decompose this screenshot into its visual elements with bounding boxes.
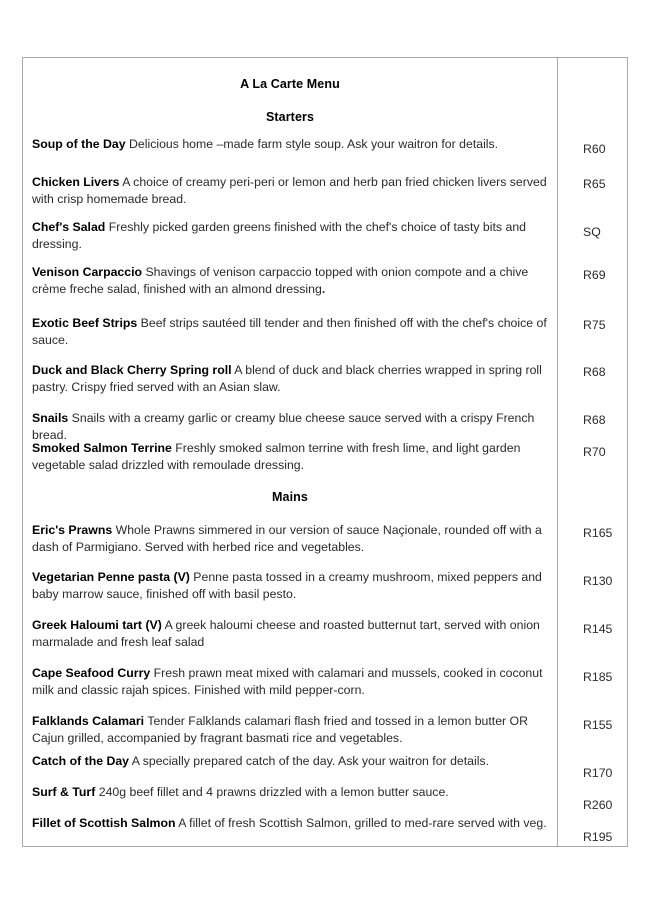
item-name: Fillet of Scottish Salmon	[32, 816, 176, 830]
item-name: Cape Seafood Curry	[32, 666, 151, 680]
item-name: Smoked Salmon Terrine	[32, 441, 172, 455]
item-name: Snails	[32, 411, 69, 425]
item-name: Greek Haloumi tart (V)	[32, 618, 162, 632]
menu-item-chicken-livers	[32, 174, 550, 207]
menu-item-surf-and-turf	[32, 784, 550, 801]
menu-item-exotic-beef-strips	[32, 315, 550, 348]
item-name: Exotic Beef Strips	[32, 316, 138, 330]
menu-item-catch-of-the-day	[32, 753, 550, 770]
section-heading-mains: Mains	[272, 490, 308, 504]
menu-item-cape-seafood-curry	[32, 665, 550, 698]
item-name: Duck and Black Cherry Spring roll	[32, 363, 232, 377]
item-description: Tender Falklands calamari flash fried and tossed in a lemon butter OR Cajun grilled, accompanied by fragrant basmati rice and vegetables.	[32, 714, 529, 745]
menu-item-chefs-salad	[32, 219, 550, 252]
item-description: Beef strips sautéed till tender and then finished off with the chef's choice of sauce.	[32, 316, 547, 347]
item-name: Eric's Prawns	[32, 523, 113, 537]
item-name: Soup of the Day	[32, 137, 126, 151]
item-name: Falklands Calamari	[32, 714, 145, 728]
menu-item-erics-prawns	[32, 522, 550, 555]
item-name: Vegetarian Penne pasta (V)	[32, 570, 190, 584]
menu-item-venison-carpaccio	[32, 264, 550, 297]
item-description: Fresh prawn meat mixed with calamari and mussels, cooked in coconut milk and classic rajah spices. Finished with mild pepper-corn.	[32, 666, 543, 697]
menu-item-price: R65	[583, 177, 606, 191]
menu-item-price: R145	[583, 622, 613, 636]
menu-item-fillet-of-scottish-salmon	[32, 815, 550, 832]
menu-item-greek-haloumi-tart	[32, 617, 550, 650]
item-description: Freshly picked garden greens finished with the chef's choice of tasty bits and dressing.	[32, 220, 527, 251]
item-description: Snails with a creamy garlic or creamy blue cheese sauce served with a crispy French bread.	[32, 411, 535, 442]
menu-item-price: R195	[583, 830, 613, 844]
menu-title: A La Carte Menu	[240, 77, 340, 91]
menu-item-price: R70	[583, 445, 606, 459]
item-description: A choice of creamy peri-peri or lemon and herb pan fried chicken livers served with crisp homemade bread.	[32, 175, 547, 206]
item-name: Surf & Turf	[32, 785, 96, 799]
item-description-tail: .	[321, 281, 326, 296]
price-column-divider	[557, 58, 558, 846]
menu-item-price: SQ	[583, 225, 601, 239]
item-name: Chicken Livers	[32, 175, 120, 189]
item-description: Freshly smoked salmon terrine with fresh lime, and light garden vegetable salad drizzled with remoulade dressing.	[32, 441, 521, 472]
item-description: A greek haloumi cheese and roasted butternut tart, served with onion marmalade and fresh leaf salad	[32, 618, 540, 649]
menu-item-price: R68	[583, 413, 606, 427]
item-description: Delicious home –made farm style soup. Ask your waitron for details.	[129, 137, 499, 151]
item-description: A fillet of fresh Scottish Salmon, grilled to med-rare served with veg.	[175, 816, 547, 830]
menu-item-price: R130	[583, 574, 613, 588]
menu-item-price: R68	[583, 365, 606, 379]
menu-item-vegetarian-penne-pasta	[32, 569, 550, 602]
menu-item-price: R75	[583, 318, 606, 332]
menu-item-price: R185	[583, 670, 613, 684]
menu-item-price: R155	[583, 718, 613, 732]
item-name: Venison Carpaccio	[32, 265, 143, 279]
item-name: Chef's Salad	[32, 220, 106, 234]
menu-item-snails	[32, 410, 550, 443]
menu-item-duck-and-black-cherry-spring-roll	[32, 362, 550, 395]
menu-table	[22, 57, 628, 847]
item-description: A blend of duck and black cherries wrapped in spring roll pastry. Crispy fried served with an Asian slaw.	[32, 363, 542, 394]
item-description: Whole Prawns simmered in our version of sauce Naçionale, rounded off with a dash of Parmigiano. Served with herbed rice and vegetables.	[32, 523, 542, 554]
section-heading-starters: Starters	[265, 110, 315, 124]
menu-item-falklands-calamari	[32, 713, 550, 746]
menu-item-soup-of-the-day	[32, 136, 550, 153]
menu-item-price: R69	[583, 268, 606, 282]
item-description: A specially prepared catch of the day. Ask your waitron for details.	[131, 754, 490, 768]
menu-item-smoked-salmon-terrine	[32, 440, 550, 473]
menu-item-price: R170	[583, 766, 613, 780]
menu-item-price: R60	[583, 142, 606, 156]
item-description: Penne pasta tossed in a creamy mushroom, mixed peppers and baby marrow sauce, finished off with basil pesto.	[32, 570, 542, 601]
item-name: Catch of the Day	[32, 754, 130, 768]
menu-item-price: R165	[583, 526, 613, 540]
item-description: Shavings of venison carpaccio topped with onion compote and a chive crème freche salad, finished with an almond dressing	[32, 265, 529, 296]
item-description: 240g beef fillet and 4 prawns drizzled with a lemon butter sauce.	[98, 785, 449, 799]
menu-item-price: R260	[583, 798, 613, 812]
